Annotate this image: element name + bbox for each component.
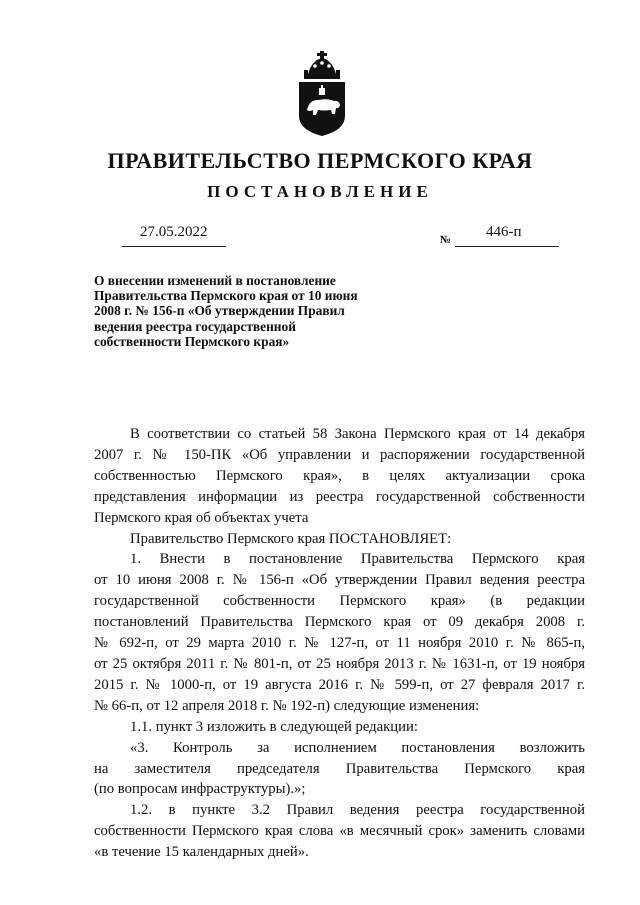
perm-krai-coat-of-arms-icon: [294, 50, 350, 138]
body-line: 1.2. в пункте 3.2 Правил ведения реестра государственной: [130, 802, 585, 819]
body-line: от 25 октября 2011 г. № 801-п, от 25 ноября 2013 г. № 1631-п, от 19 ноября: [94, 655, 585, 672]
body-line: № 692-п, от 29 марта 2010 г. № 127-п, от 11 ноября 2010 г. № 865-п,: [94, 635, 585, 652]
body-line: «3. Контроль за исполнением постановления возложить: [130, 739, 585, 756]
body-line: Пермского края об объектах учета: [94, 509, 309, 526]
subject-line: 2008 г. № 156-п «Об утверждении Правил: [94, 303, 345, 319]
body-line: государственной собственности Пермского края» (в редакции: [94, 593, 585, 610]
subject-line: собственности Пермского края»: [94, 333, 290, 349]
number-underline: [455, 246, 559, 247]
document-date: 27.05.2022: [140, 224, 208, 240]
body-line: на заместителя председателя Правительства Пермского края: [94, 760, 585, 777]
body-line: собственностью Пермского края», в целях актуализации срока: [94, 467, 585, 484]
organization-title: ПРАВИТЕЛЬСТВО ПЕРМСКОГО КРАЯ: [107, 148, 533, 173]
body-line: В соответствии со статьей 58 Закона Пермского края от 14 декабря: [130, 426, 585, 442]
body-line: от 10 июня 2008 г. № 156-п «Об утверждении Правил ведения реестра: [94, 572, 585, 589]
subject-line: ведения реестра государственной: [94, 318, 296, 334]
number-prefix: №: [440, 234, 452, 246]
body-line: 2007 г. № 150-ПК «Об управлении и распоряжении государственной: [94, 446, 585, 463]
date-underline: [122, 246, 226, 247]
document-body: [94, 424, 585, 863]
body-line: Правительство Пермского края ПОСТАНОВЛЯЕТ:: [130, 530, 452, 547]
body-line: постановлений Правительства Пермского края от 09 декабря 2008 г.: [94, 614, 585, 631]
document-type: ПОСТАНОВЛЕНИЕ: [207, 182, 433, 201]
subject-line: Правительства Пермского края от 10 июня: [94, 288, 358, 304]
body-line: 1. Внести в постановление Правительства Пермского края: [130, 551, 585, 568]
body-line: собственности Пермского края слова «в месячный срок» заменить словами: [94, 823, 585, 840]
body-line: 2015 г. № 1000-п, от 19 августа 2016 г. № 599-п, от 27 февраля 2017 г.: [94, 676, 585, 693]
body-line: (по вопросам инфраструктуры).»;: [94, 781, 306, 798]
body-line: № 66-п, от 12 апреля 2018 г. № 192-п) следующие изменения:: [94, 697, 480, 714]
document-subject: [94, 273, 414, 349]
subject-line: О внесении изменений в постановление: [94, 273, 336, 288]
body-line: представления информации из реестра государственной собственности: [94, 488, 585, 505]
body-line: «в течение 15 календарных дней».: [94, 844, 309, 861]
document-number: 446-п: [486, 224, 522, 240]
body-line: 1.1. пункт 3 изложить в следующей редакции:: [130, 718, 418, 735]
